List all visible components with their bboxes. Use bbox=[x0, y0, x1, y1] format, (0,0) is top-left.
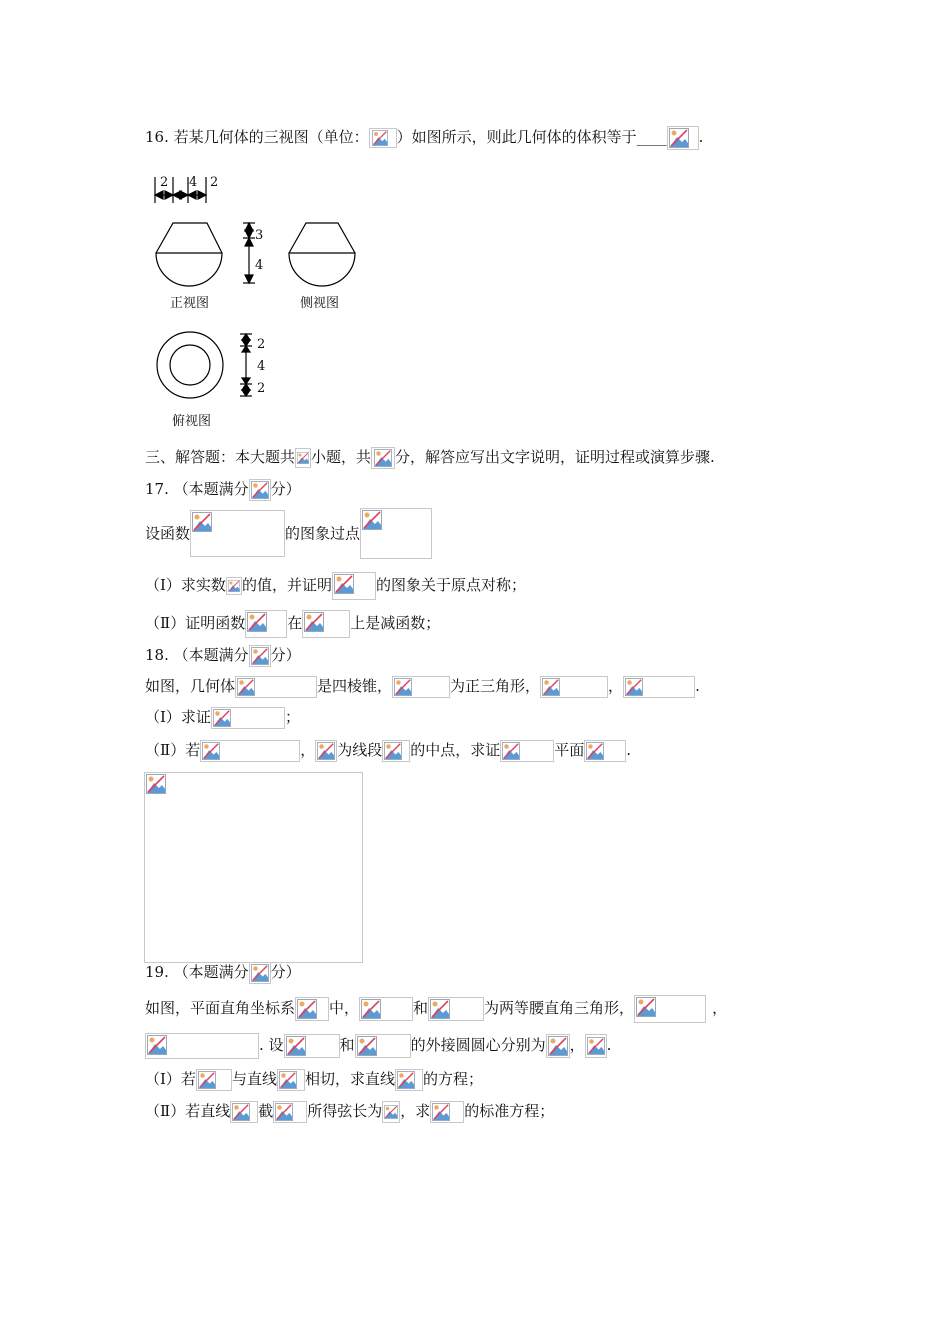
broken-image-icon bbox=[245, 610, 287, 638]
dim-top-3: 2 bbox=[210, 175, 219, 190]
broken-image-icon bbox=[634, 995, 706, 1023]
q18-part2 bbox=[145, 740, 631, 762]
q17-heading-a: 17. （本题满分 bbox=[145, 480, 249, 498]
q19-l1-d: 为两等腰直角三角形， bbox=[484, 999, 635, 1017]
q19-l2-c: 的外接圆圆心分别为 bbox=[410, 1036, 546, 1054]
broken-image-icon bbox=[546, 1034, 570, 1058]
q19-l1-c: 和 bbox=[413, 999, 429, 1017]
q17-heading-b: 分） bbox=[270, 480, 301, 498]
broken-image-icon bbox=[585, 1034, 607, 1058]
dim-topview-1: 2 bbox=[257, 337, 266, 352]
q17-heading bbox=[145, 479, 301, 501]
q19-l2-d: ， bbox=[569, 1036, 585, 1054]
q19-l2-a: . 设 bbox=[259, 1036, 284, 1054]
q19-p2-b: 截 bbox=[258, 1102, 274, 1120]
dim-front-1: 3 bbox=[255, 228, 264, 243]
q17-l1-b: 的图象过点 bbox=[285, 524, 361, 543]
broken-image-icon bbox=[200, 740, 300, 762]
label-front-view: 正视图 bbox=[170, 296, 210, 311]
broken-image-icon bbox=[284, 1034, 340, 1058]
q19-l2-e: . bbox=[606, 1036, 612, 1054]
dim-top-1: 2 bbox=[160, 175, 169, 190]
dim-top-2: 4 bbox=[189, 175, 198, 190]
q18-p2-e: 平面 bbox=[554, 741, 585, 759]
q18-l1-c: 为正三角形， bbox=[450, 677, 541, 695]
broken-image-icon bbox=[196, 1069, 232, 1091]
broken-image-icon bbox=[277, 1069, 305, 1091]
q19-line2 bbox=[145, 1033, 611, 1059]
broken-image-icon bbox=[395, 1069, 423, 1091]
q18-line1 bbox=[145, 676, 700, 698]
q17-p1-a: （Ⅰ）求实数 bbox=[145, 576, 226, 594]
q17-line1 bbox=[145, 508, 432, 559]
broken-image-icon bbox=[190, 510, 285, 557]
broken-image-icon bbox=[360, 508, 432, 559]
q19-l1-b: 中， bbox=[329, 999, 360, 1017]
broken-image-icon bbox=[230, 1101, 258, 1123]
q19-p2-e: 的标准方程； bbox=[464, 1102, 555, 1120]
broken-image-icon bbox=[315, 740, 337, 762]
q19-l1-a: 如图，平面直角坐标系 bbox=[145, 999, 296, 1017]
q18-heading bbox=[145, 645, 301, 667]
broken-image-icon bbox=[295, 997, 329, 1021]
broken-image-icon bbox=[249, 645, 271, 667]
q18-p2-f: . bbox=[626, 741, 632, 759]
q19-part2 bbox=[145, 1101, 554, 1123]
q19-p1-a: （Ⅰ）若 bbox=[145, 1070, 196, 1088]
q19-l2-b: 和 bbox=[339, 1036, 355, 1054]
q18-p1-b: ； bbox=[284, 708, 300, 726]
broken-image-icon bbox=[382, 1101, 400, 1123]
q19-heading bbox=[145, 962, 301, 984]
dim-topview-3: 2 bbox=[257, 381, 266, 396]
q17-part2 bbox=[145, 610, 440, 638]
q18-p2-b: ， bbox=[300, 741, 316, 759]
dim-topview-2: 4 bbox=[257, 359, 266, 374]
q16-end: . bbox=[698, 128, 704, 146]
broken-image-icon bbox=[145, 1033, 259, 1059]
section3-text-b: 小题，共 bbox=[311, 448, 372, 466]
q18-part1 bbox=[145, 707, 300, 729]
q16-underline: ____ bbox=[636, 128, 667, 146]
broken-image-icon bbox=[540, 676, 608, 698]
q17-part1 bbox=[145, 572, 526, 600]
broken-image-icon bbox=[623, 676, 695, 698]
q19-p2-a: （Ⅱ）若直线 bbox=[145, 1102, 231, 1120]
broken-image-icon bbox=[302, 610, 350, 638]
q18-l1-a: 如图，几何体 bbox=[145, 677, 236, 695]
broken-image-icon bbox=[249, 962, 271, 984]
q19-p1-b: 与直线 bbox=[231, 1070, 277, 1088]
q19-l1-e: ， bbox=[712, 999, 728, 1017]
q18-p2-c: 为线段 bbox=[337, 741, 383, 759]
q19-part1 bbox=[145, 1069, 483, 1091]
q19-heading-a: 19. （本题满分 bbox=[145, 963, 249, 981]
q18-l1-e: . bbox=[695, 677, 700, 695]
q18-heading-a: 18. （本题满分 bbox=[145, 646, 249, 664]
section3-text-c: 分，解答应写出文字说明，证明过程或演算步骤. bbox=[395, 448, 715, 466]
section3-line bbox=[145, 447, 715, 469]
broken-image-icon bbox=[273, 1101, 307, 1123]
q17-p2-a: （Ⅱ）证明函数 bbox=[145, 614, 246, 632]
label-side-view: 侧视图 bbox=[300, 296, 340, 311]
q18-p1-a: （Ⅰ）求证 bbox=[145, 708, 211, 726]
q19-p1-c: 相切，求直线 bbox=[304, 1070, 395, 1088]
broken-image-icon bbox=[226, 577, 242, 595]
q17-l1-a: 设函数 bbox=[145, 524, 191, 543]
broken-image-icon bbox=[430, 1101, 464, 1123]
q17-p2-b: 在 bbox=[287, 614, 303, 632]
q19-p1-d: 的方程； bbox=[422, 1070, 483, 1088]
q19-p2-d: ，求 bbox=[400, 1102, 431, 1120]
q16-line bbox=[145, 126, 703, 150]
q18-l1-b: 是四棱锥， bbox=[317, 677, 393, 695]
dim-front-2: 4 bbox=[255, 258, 264, 273]
broken-image-icon bbox=[211, 707, 285, 729]
q18-l1-d: ， bbox=[608, 677, 624, 695]
broken-image-icon bbox=[428, 997, 484, 1021]
broken-image-icon bbox=[500, 740, 554, 762]
label-top-view: 俯视图 bbox=[172, 414, 212, 429]
side-view bbox=[285, 220, 365, 290]
q16-text-b: ）如图所示，则此几何体的体积等于 bbox=[396, 128, 637, 146]
broken-image-icon bbox=[359, 997, 413, 1021]
broken-image-icon bbox=[295, 448, 311, 468]
q17-p1-c: 的图象关于原点对称； bbox=[375, 576, 526, 594]
broken-image-icon bbox=[667, 126, 699, 150]
q18-heading-b: 分） bbox=[270, 646, 301, 664]
q19-line1 bbox=[145, 995, 727, 1023]
broken-image-icon bbox=[369, 128, 397, 148]
q18-p2-a: （Ⅱ）若 bbox=[145, 741, 201, 759]
q16-text-a: 16. 若某几何体的三视图（单位： bbox=[145, 128, 369, 146]
broken-image-icon bbox=[371, 447, 395, 469]
q17-p1-b: 的值，并证明 bbox=[241, 576, 332, 594]
broken-image-icon bbox=[332, 572, 376, 600]
broken-image-icon bbox=[392, 676, 450, 698]
q18-p2-d: 的中点，求证 bbox=[410, 741, 501, 759]
q18-figure-placeholder bbox=[144, 772, 363, 963]
section3-text-a: 三、解答题：本大题共 bbox=[145, 448, 296, 466]
q19-p2-c: 所得弦长为 bbox=[307, 1102, 383, 1120]
broken-image-icon bbox=[146, 774, 166, 794]
q17-p2-c: 上是减函数； bbox=[350, 614, 441, 632]
q19-heading-b: 分） bbox=[270, 963, 301, 981]
broken-image-icon bbox=[235, 676, 317, 698]
broken-image-icon bbox=[584, 740, 626, 762]
broken-image-icon bbox=[249, 479, 271, 501]
broken-image-icon bbox=[382, 740, 410, 762]
broken-image-icon bbox=[355, 1034, 411, 1058]
